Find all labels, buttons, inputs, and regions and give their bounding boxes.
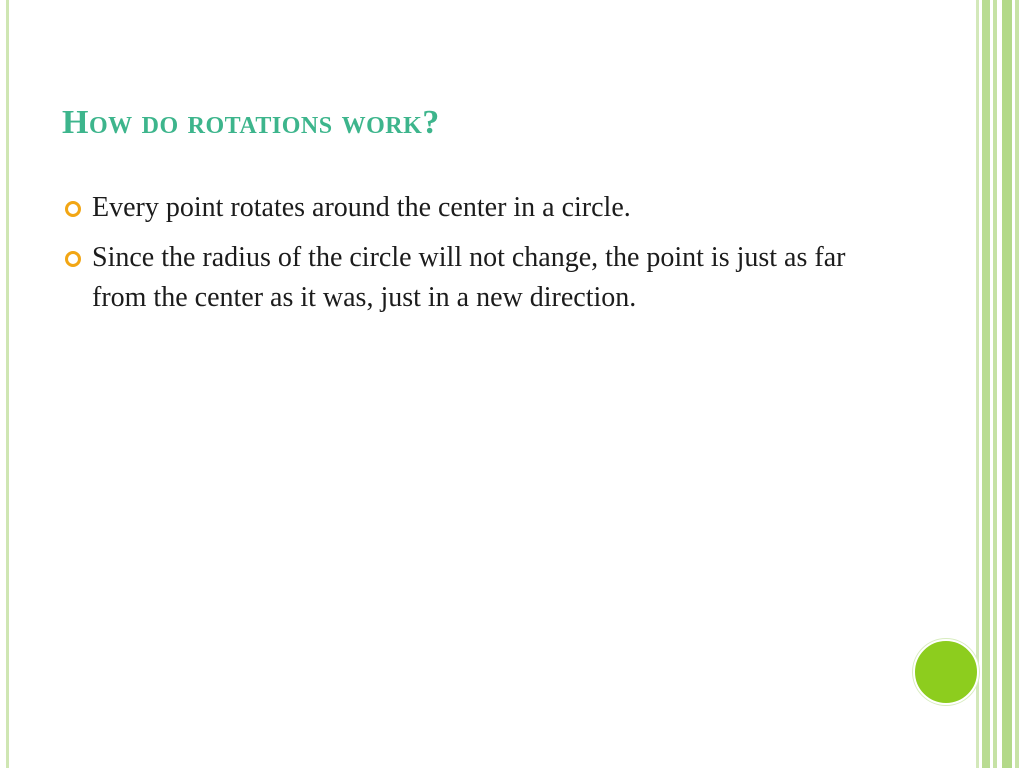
slide-title: How do rotations work? bbox=[62, 104, 440, 141]
right-border-stripe bbox=[1015, 0, 1019, 768]
ring-bullet-icon bbox=[65, 201, 81, 217]
right-border-stripe bbox=[976, 0, 979, 768]
right-border-stripe bbox=[982, 0, 990, 768]
right-border-stripe bbox=[1002, 0, 1012, 768]
bullet-item bbox=[62, 188, 882, 228]
bullet-text: Since the radius of the circle will not change, the point is just as far from the center as it was, just in a new direction. bbox=[92, 242, 846, 313]
ring-bullet-icon bbox=[65, 251, 81, 267]
right-border-stripe bbox=[993, 0, 997, 768]
green-circle-icon bbox=[913, 639, 979, 705]
left-border-line bbox=[6, 0, 9, 768]
bullet-list bbox=[62, 188, 882, 328]
bullet-text: Every point rotates around the center in a circle. bbox=[92, 192, 631, 223]
bullet-item bbox=[62, 238, 882, 318]
